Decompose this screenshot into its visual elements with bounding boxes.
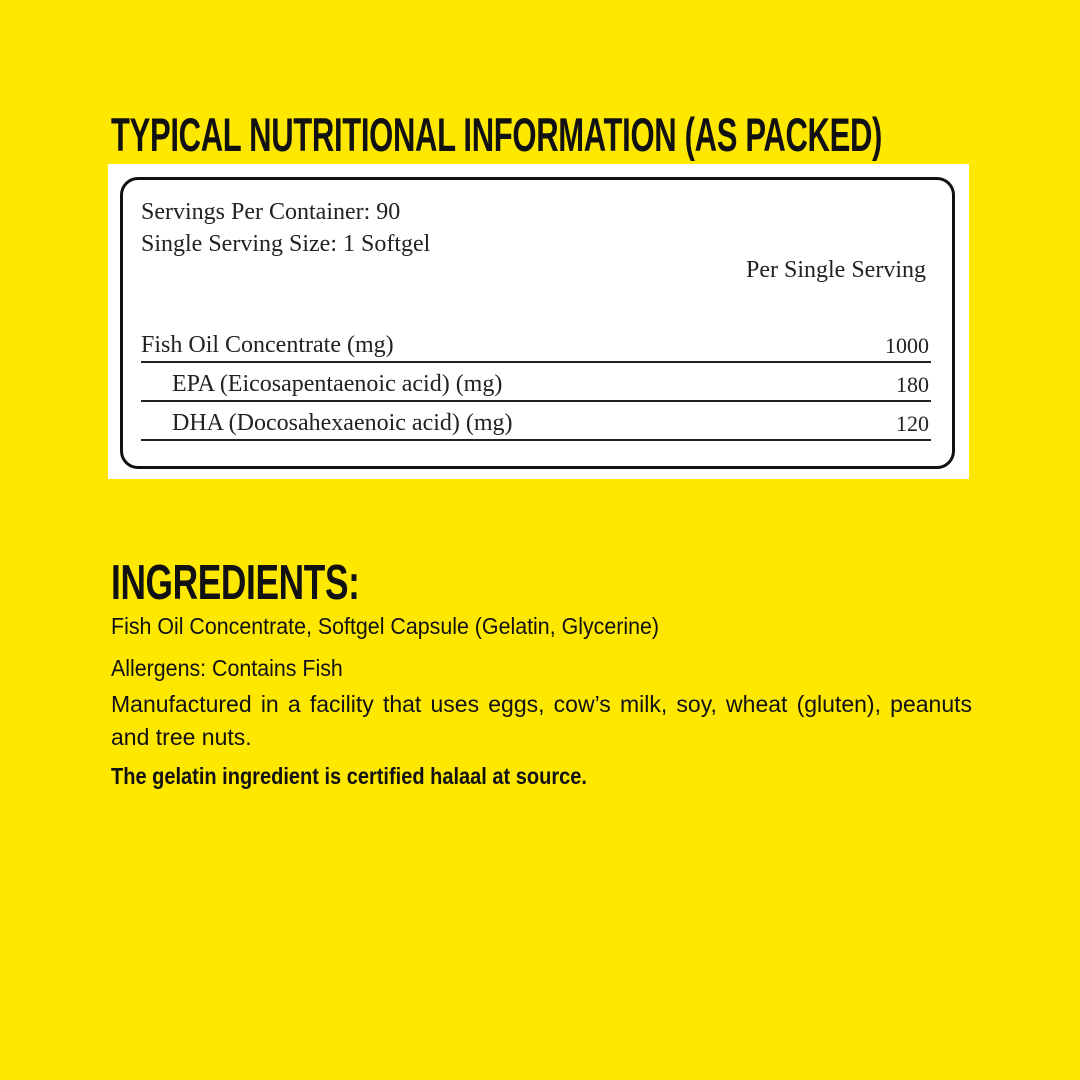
- nutrition-panel: [120, 177, 955, 469]
- nutrition-heading: TYPICAL NUTRITIONAL INFORMATION (AS PACKED): [111, 108, 883, 161]
- nutrient-amount: 120: [896, 411, 929, 436]
- nutrition-row-dha: [141, 402, 931, 441]
- servings-per-container: Servings Per Container: 90: [141, 199, 401, 225]
- halaal-statement: The gelatin ingredient is certified halaal at source.: [111, 763, 587, 789]
- per-serving-column-header: Per Single Serving: [746, 257, 926, 283]
- nutrition-table: [141, 327, 931, 441]
- ingredients-heading: INGREDIENTS:: [111, 556, 360, 610]
- manufacturing-statement: Manufactured in a facility that uses eggs, cow’s milk, soy, wheat (gluten), peanuts and tree nuts.: [111, 691, 972, 750]
- nutrition-row-epa: [141, 363, 931, 402]
- nutrient-name: Fish Oil Concentrate (mg): [141, 332, 394, 358]
- nutrient-amount: 1000: [885, 333, 929, 358]
- nutrient-amount: 180: [896, 372, 929, 397]
- ingredients-list: Fish Oil Concentrate, Softgel Capsule (Gelatin, Glycerine): [111, 613, 660, 639]
- nutrient-name: EPA (Eicosapentaenoic acid) (mg): [172, 371, 503, 397]
- single-serving-size: Single Serving Size: 1 Softgel: [141, 231, 431, 257]
- nutrient-name: DHA (Docosahexaenoic acid) (mg): [172, 410, 513, 436]
- allergens-statement: Allergens: Contains Fish: [111, 655, 343, 681]
- nutrition-row-fish-oil: [141, 327, 931, 363]
